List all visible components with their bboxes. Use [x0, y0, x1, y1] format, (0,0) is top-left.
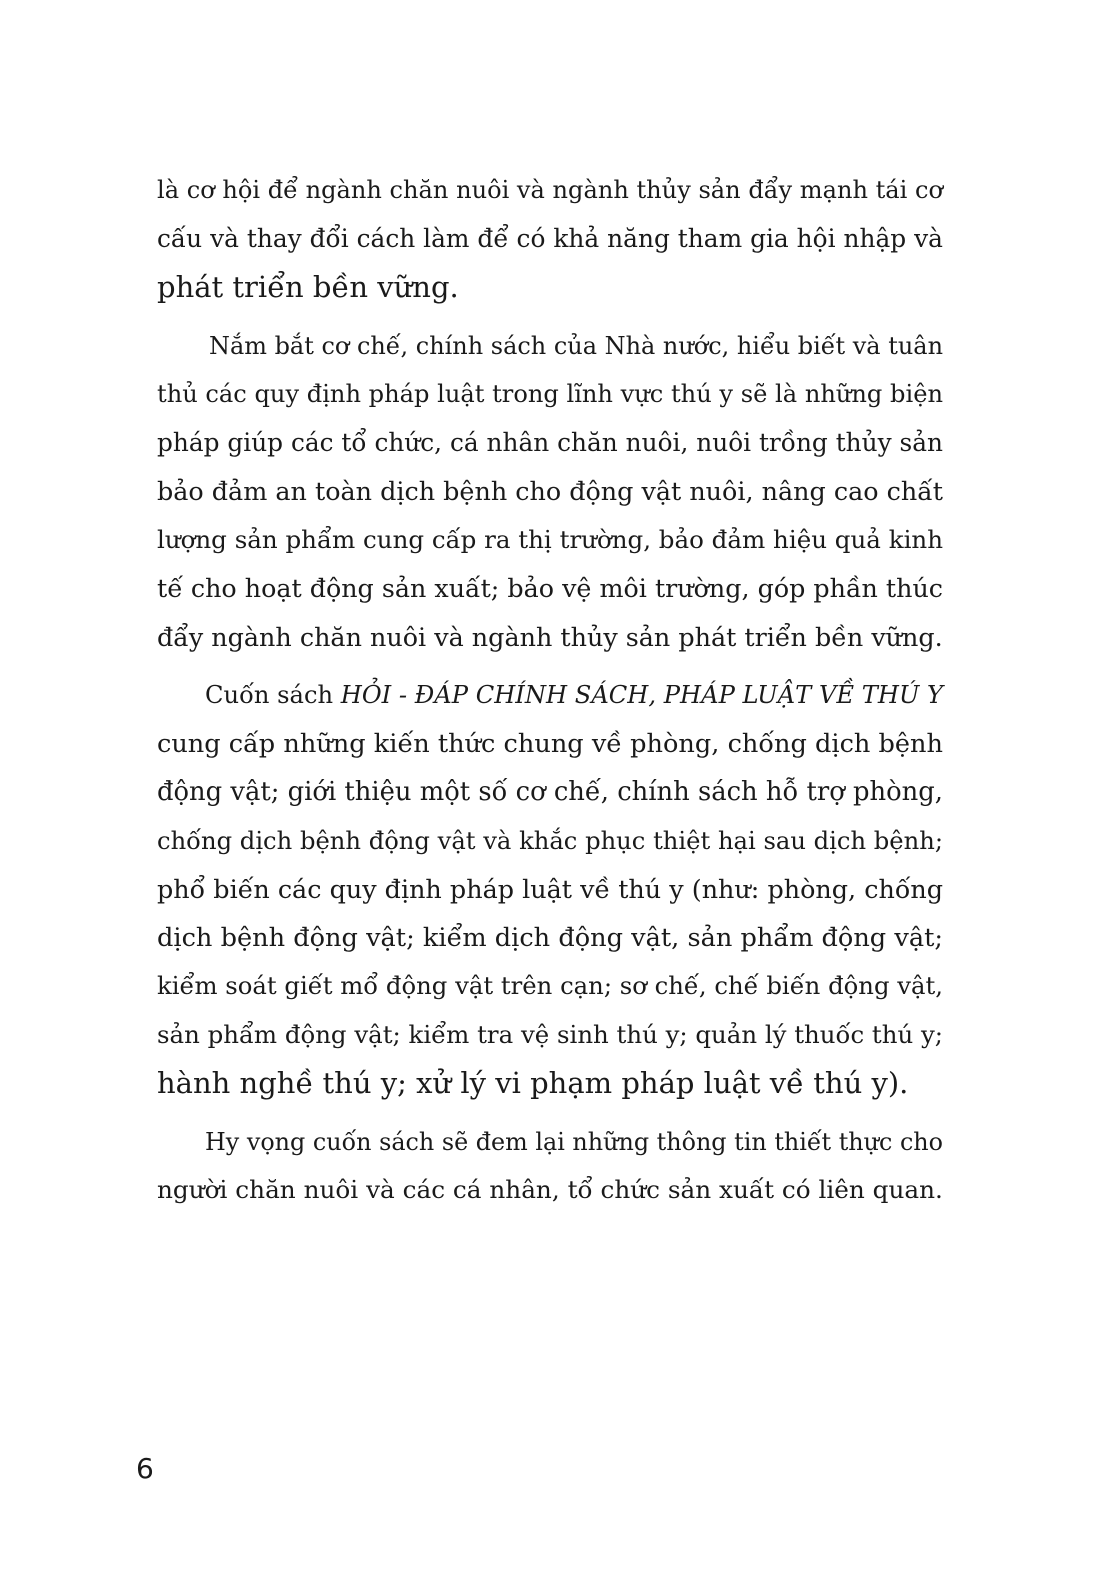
paragraph-3-line-5: phổ biến các quy định pháp luật về thú y (như: phòng, chống	[157, 874, 943, 904]
book-title: HỎI - ĐÁP CHÍNH SÁCH, PHÁP LUẬT VỀ THÚ Y	[340, 681, 943, 709]
paragraph-3-line-7: kiểm soát giết mổ động vật trên cạn; sơ chế, chế biến động vật,	[157, 971, 943, 1000]
paragraph-1-line-1: là cơ hội để ngành chăn nuôi và ngành thủy sản đẩy mạnh tái cơ	[157, 176, 943, 204]
paragraph-3-line-8: sản phẩm động vật; kiểm tra vệ sinh thú y; quản lý thuốc thú y;	[157, 1019, 943, 1049]
paragraph-3-line-9: hành nghề thú y; xử lý vi phạm pháp luật về thú y).	[157, 1066, 909, 1100]
paragraph-3-line-4: chống dịch bệnh động vật và khắc phục thiệt hại sau dịch bệnh;	[157, 826, 943, 855]
body-text	[157, 166, 943, 1215]
paragraph-2-line-1: Nắm bắt cơ chế, chính sách của Nhà nước, hiểu biết và tuân	[209, 331, 943, 360]
paragraph-3-line-2: cung cấp những kiến thức chung về phòng, chống dịch bệnh	[157, 728, 943, 759]
paragraph-2-line-7: đẩy ngành chăn nuôi và ngành thủy sản phát triển bền vững.	[157, 621, 943, 652]
paragraph-2-line-3: pháp giúp các tổ chức, cá nhân chăn nuôi, nuôi trồng thủy sản	[157, 427, 943, 457]
paragraph-4-line-2: người chăn nuôi và các cá nhân, tổ chức sản xuất có liên quan.	[157, 1175, 943, 1204]
paragraph-3-line-6: dịch bệnh động vật; kiểm dịch động vật, sản phẩm động vật;	[157, 922, 943, 953]
paragraph-2-line-2: thủ các quy định pháp luật trong lĩnh vực thú y sẽ là những biện	[157, 380, 943, 408]
paragraph-2-line-6: tế cho hoạt động sản xuất; bảo vệ môi trường, góp phần thúc	[157, 573, 943, 603]
paragraph-1-line-2: cấu và thay đổi cách làm để có khả năng tham gia hội nhập và	[157, 223, 943, 253]
paragraph-2-line-4: bảo đảm an toàn dịch bệnh cho động vật nuôi, nâng cao chất	[157, 476, 943, 506]
paragraph-1-line-3: phát triển bền vững.	[157, 270, 459, 304]
paragraph-2-line-5: lượng sản phẩm cung cấp ra thị trường, bảo đảm hiệu quả kinh	[157, 524, 943, 554]
paragraph-4-line-1: Hy vọng cuốn sách sẽ đem lại những thông tin thiết thực cho	[205, 1127, 943, 1156]
paragraph-3-line-3: động vật; giới thiệu một số cơ chế, chính sách hỗ trợ phòng,	[157, 777, 943, 807]
page-number: 6	[136, 1452, 154, 1485]
paragraph-3-line-1	[157, 671, 943, 720]
paragraph-3-prefix: Cuốn sách	[205, 681, 341, 709]
